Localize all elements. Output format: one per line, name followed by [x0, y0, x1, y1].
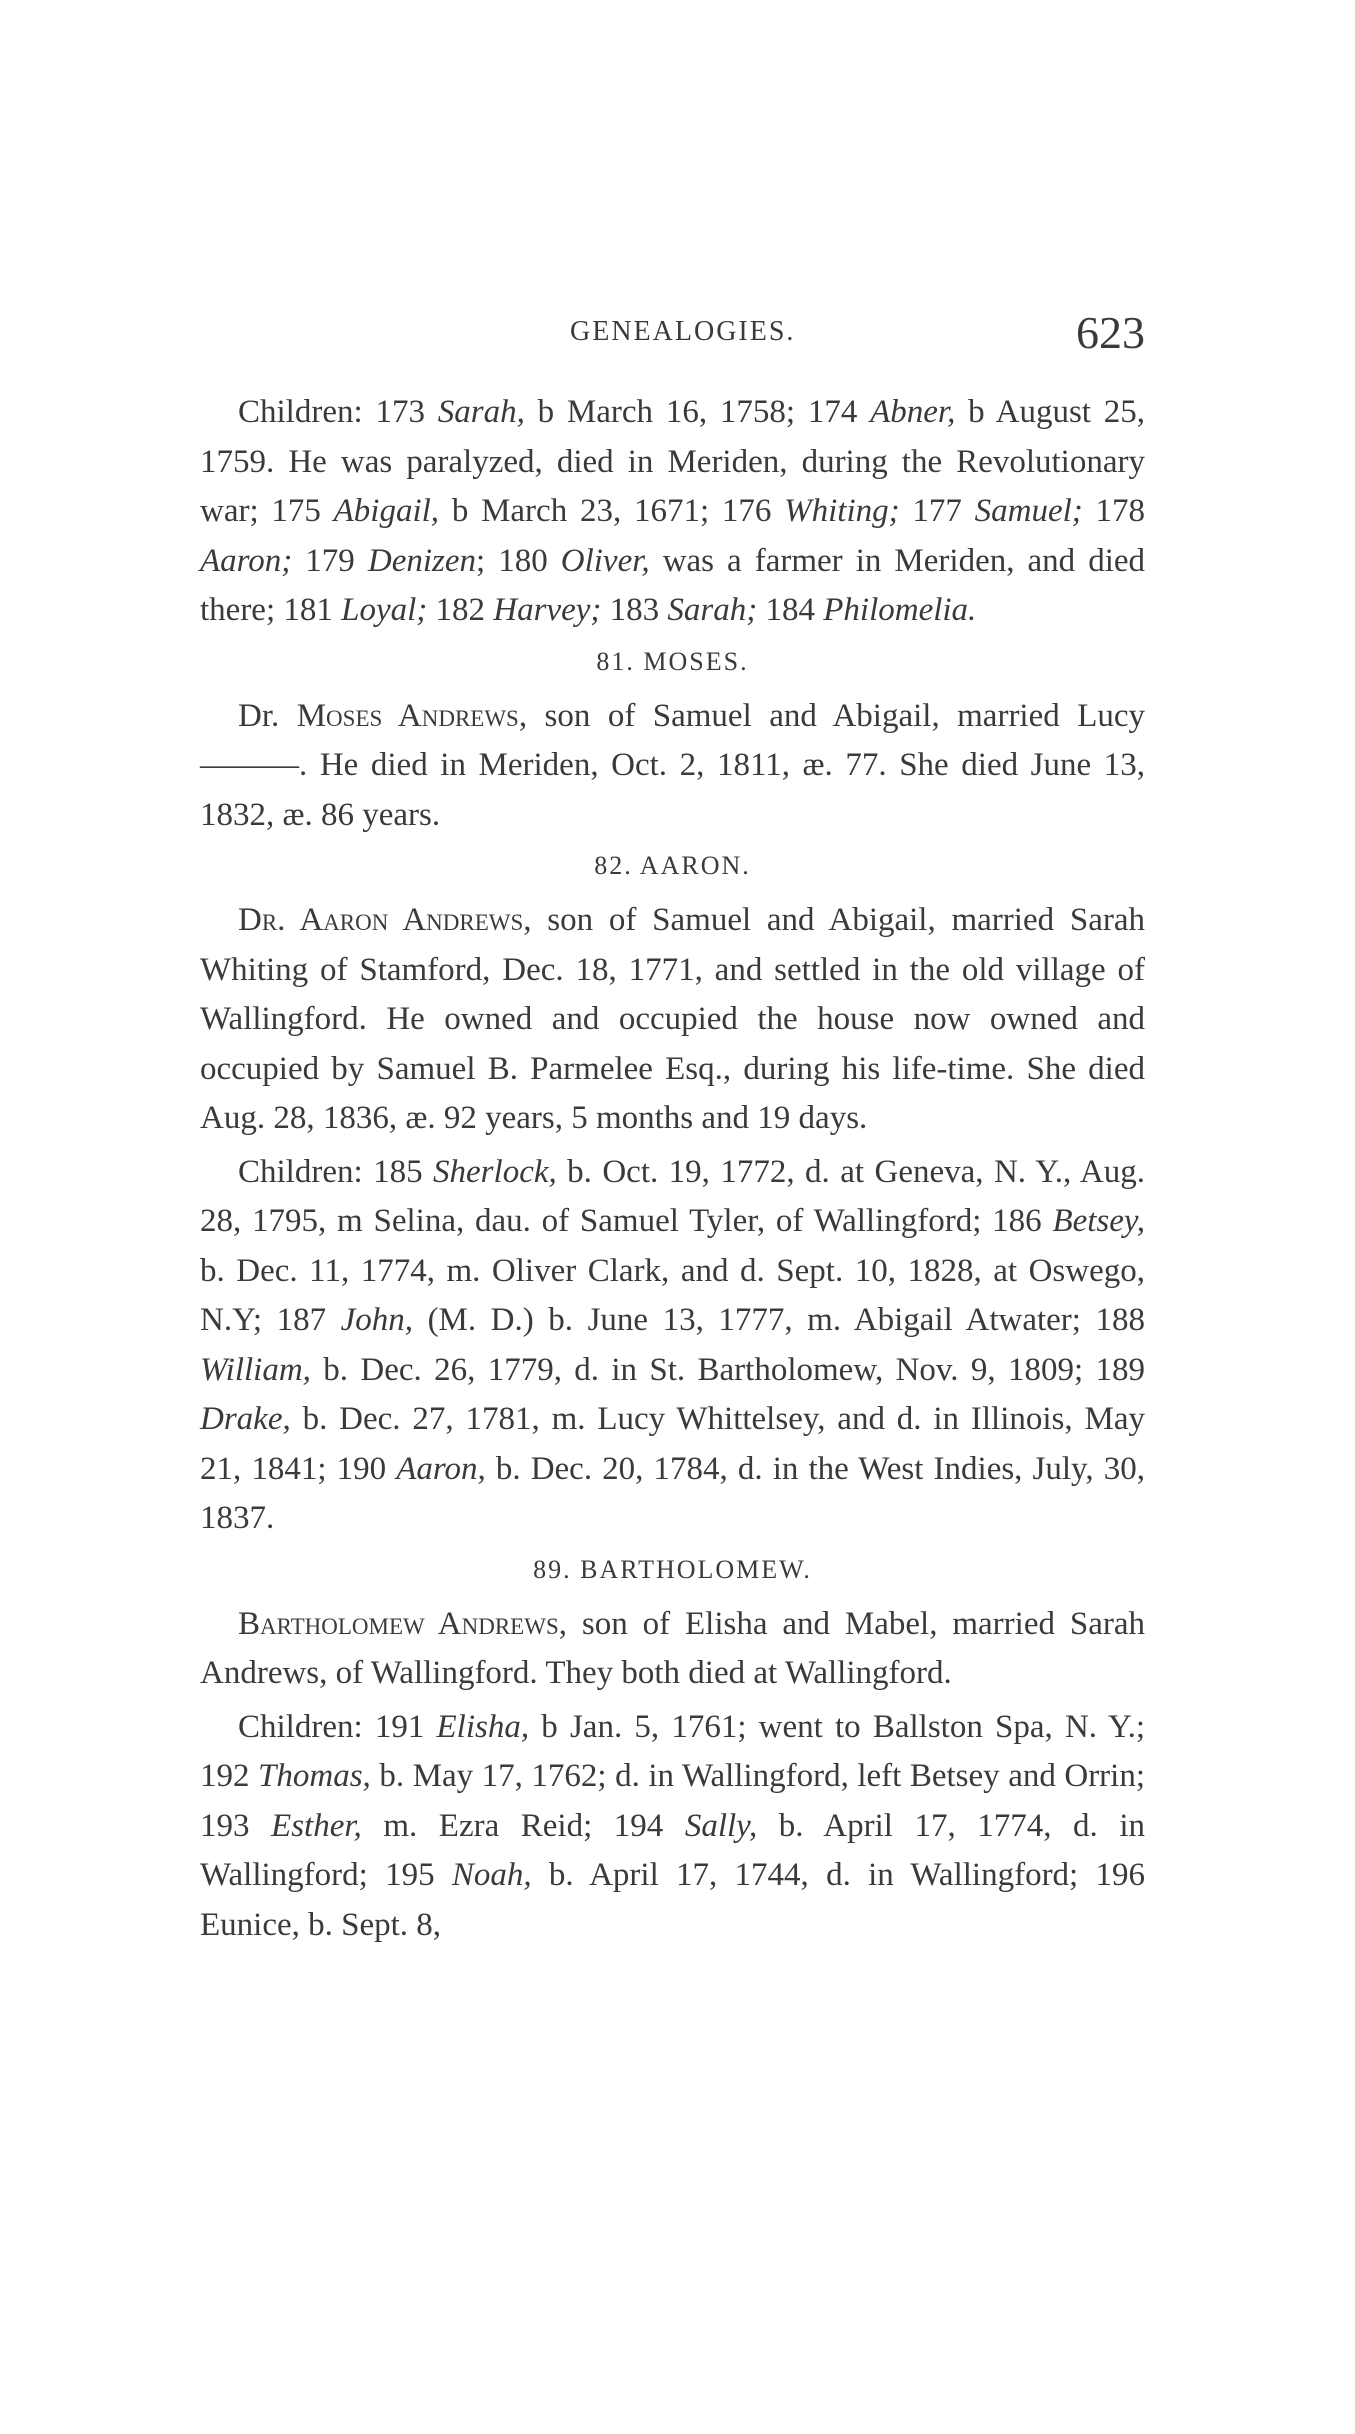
paragraph: [200, 896, 1145, 1144]
italic-name: Abigail,: [333, 493, 440, 529]
text-run: was a farmer in Meriden, and died there; 181: [200, 542, 1146, 628]
italic-name: William,: [200, 1351, 311, 1388]
italic-name: Samuel;: [974, 493, 1083, 529]
italic-name: Oliver,: [560, 542, 650, 579]
italic-name: Sarah,: [437, 394, 525, 430]
italic-name: Abner,: [870, 394, 956, 430]
text-run: Children: 173: [238, 394, 438, 430]
text-run: b. May 17, 1762; d. in Wallingford, left Betsey and Orrin; 193: [200, 1758, 1146, 1844]
italic-name: Sherlock,: [433, 1153, 557, 1190]
italic-name: Aaron;: [200, 542, 293, 579]
text-run: b August 25, 1759. He was paralyzed, died in Meriden, during the Revolutionary war; 175: [200, 394, 1145, 529]
text-run: b. Dec. 20, 1784, d. in the West Indies, July, 30, 1837.: [200, 1450, 1145, 1536]
section-heading: 82. AARON.: [594, 851, 751, 880]
text-run: Dr.: [238, 697, 297, 734]
page-number: 623: [1076, 307, 1145, 358]
small-caps-name: Bartholomew Andrews: [238, 1605, 559, 1642]
text-run: ; 180: [476, 542, 561, 579]
text-run: b. Dec. 11, 1774, m. Oliver Clark, and d. Sept. 10, 1828, at Oswego, N.Y; 187: [200, 1252, 1145, 1338]
text-run: b Jan. 5, 1761; went to Ballston Spa, N. Y.; 192: [200, 1708, 1145, 1794]
text-run: 182: [427, 592, 494, 628]
italic-name: Philomelia.: [823, 592, 977, 628]
text-run: Children: 185: [238, 1153, 434, 1190]
italic-name: Drake,: [200, 1401, 291, 1437]
text-run: b. Dec. 26, 1779, d. in St. Bartholomew, Nov. 9, 1809; 189: [310, 1351, 1145, 1388]
italic-name: Sarah;: [667, 592, 758, 628]
text-run: , son of Samuel and Abigail, married Lucy ———. He died in Meriden, Oct. 2, 1811, æ. 77. She died June 13, 1832, æ. 86 years.: [200, 697, 1145, 833]
text-run: m. Ezra Reid; 194: [361, 1807, 685, 1844]
text-run: b March 23, 1671; 176: [439, 493, 785, 529]
text-run: b. April 17, 1744, d. in Wallingford; 196 Eunice, b. Sept. 8,: [200, 1857, 1146, 1943]
page-header: [200, 307, 1145, 372]
text-run: (M. D.) b. June 13, 1777, m. Abigail Atwater; 188: [413, 1302, 1145, 1338]
text-run: 178: [1082, 493, 1146, 529]
italic-name: Harvey;: [493, 592, 602, 628]
paragraph: [200, 692, 1145, 841]
text-run: b March 16, 1758; 174: [524, 394, 871, 430]
italic-name: Elisha,: [436, 1708, 530, 1745]
text-run: , son of Elisha and Mabel, married Sarah Andrews, of Wallingford. They both died at Wallingford.: [200, 1605, 1145, 1691]
italic-name: Denizen: [367, 542, 476, 579]
text-run: b. Dec. 27, 1781, m. Lucy Whittelsey, and d. in Illinois, May 21, 1841; 190: [200, 1401, 1145, 1487]
text-run: b. Oct. 19, 1772, d. at Geneva, N. Y., Aug. 28, 1795, m Selina, dau. of Samuel Tyler, of Wallingford; 186: [200, 1153, 1146, 1239]
paragraph: [200, 1600, 1145, 1699]
italic-name: Betsey,: [1052, 1203, 1145, 1239]
text-run: b. April 17, 1774, d. in Wallingford; 195: [200, 1807, 1145, 1893]
small-caps-name: Dr. Aaron Andrews: [238, 902, 524, 938]
running-head: GENEALOGIES.: [570, 316, 796, 347]
text-run: 177: [899, 493, 975, 529]
text-run: 184: [757, 592, 824, 628]
italic-name: Sally,: [684, 1807, 758, 1844]
section-heading: 81. MOSES.: [596, 646, 749, 676]
italic-name: Loyal;: [341, 592, 428, 628]
text-run: , son of Samuel and Abigail, married Sarah Whiting of Stamford, Dec. 18, 1771, and settled in the old village of Wallingford. He owned and occupied the house now owned and occupied by Samuel B. Parmelee Esq., during his life-time. She died Aug. 28, 1836, æ. 92 years, 5 months and 19 days.: [200, 902, 1145, 1136]
italic-name: Thomas,: [258, 1758, 371, 1794]
italic-name: Noah,: [451, 1857, 532, 1893]
italic-name: Aaron,: [396, 1450, 486, 1487]
small-caps-name: Moses Andrews: [296, 697, 519, 734]
italic-name: Whiting;: [784, 493, 900, 529]
paragraph: [200, 388, 1145, 636]
text-body: [200, 388, 1145, 1954]
text-run: 179: [292, 542, 368, 579]
text-run: 183: [601, 592, 668, 628]
text-run: Children: 191: [238, 1708, 437, 1745]
paragraph: [200, 1703, 1145, 1951]
section-heading: 89. BARTHOLOMEW.: [533, 1554, 812, 1584]
italic-name: John,: [340, 1302, 414, 1338]
paragraph: [200, 1148, 1145, 1544]
italic-name: Esther,: [271, 1807, 362, 1844]
